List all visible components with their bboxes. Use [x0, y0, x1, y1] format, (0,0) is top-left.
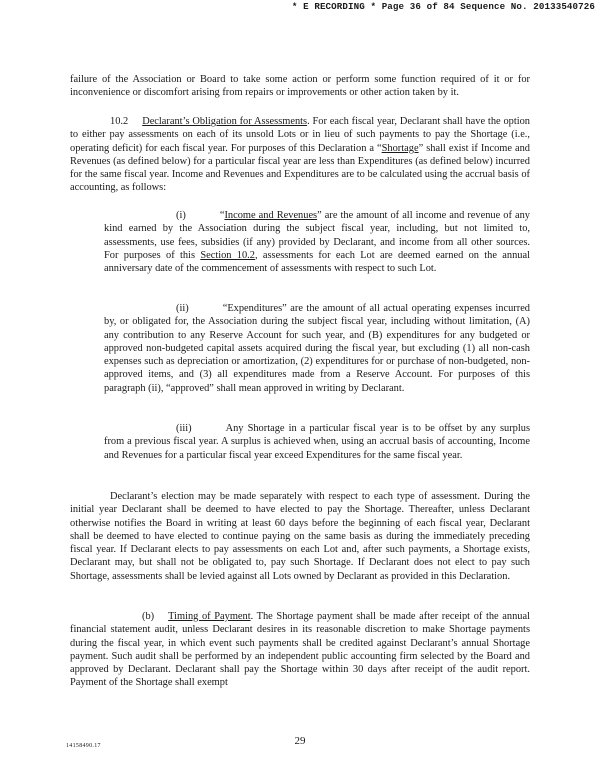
item-iii-paragraph — [104, 422, 530, 462]
item-ii-text: “Expenditures” are the amount of all actual operating expenses incurred by, or obligated for, the Association during the subject fiscal year, including without limitation, (A) any contribution to any Reserve Account for such year, and (B) expenditures for any budgeted or approved non-budgeted capital assets acquired during the fiscal year, but excluding (1) all non-cash expenses such as depreciation or amortization, (2) expenditures for or purchase of non-budgeted, non-approved items, and (3) all expenditures made from a Reserve Account. For purposes of this paragraph (ii), “approved” shall mean approved in writing by Declarant. — [104, 303, 530, 394]
item-i-term: Income and Revenues — [224, 210, 318, 221]
document-code: 14158490.17 — [66, 743, 101, 749]
section-10-2-paragraph — [70, 115, 530, 195]
section-text-a: . For each fiscal year, Declarant shall have the option to either pay assessments on each of its unsold Lots or in lieu of such payments to pay the Shortage (i.e., operating deficit) for each fiscal year. For purposes of this Declaration a “ — [70, 116, 531, 154]
item-iii-label: (iii) — [176, 423, 192, 434]
item-b-label: (b) — [142, 611, 155, 622]
election-text: Declarant’s election may be made separately with respect to each type of assessment. During the initial year Declarant shall be deemed to have elected to pay the Shortage. Thereafter, unless Declarant otherwise notifies the Board in writing at least 60 days before the beginning of each fiscal year, Declarant shall be deemed to have elected to continue paying on the same basis as during the immediately preceding fiscal year. If Declarant elects to pay assessments on each Lot and, after such payments, a Shortage exists, Declarant may, but shall not be obligated to, pay such Shortage. If Declarant does not elect to pay such Shortage, assessments shall be levied against all Lots owned by Declarant as provided in this Declaration. — [70, 491, 530, 582]
item-i-label: (i) — [176, 210, 186, 221]
shortage-term: Shortage — [381, 142, 419, 154]
item-b-heading: Timing of Payment — [168, 611, 251, 622]
carryover-paragraph — [70, 73, 530, 100]
item-ii-label: (ii) — [176, 303, 189, 314]
item-ii-paragraph — [104, 302, 530, 395]
item-i-open-quote: “ — [219, 210, 225, 221]
section-number: 10.2 — [110, 116, 129, 127]
carryover-text: failure of the Association or Board to take some action or perform some function required of it or for inconvenience or discomfort arising from repairs or improvements or other action taken by it. — [70, 74, 530, 99]
item-i-paragraph — [104, 209, 530, 275]
item-i-text-a: ” are the amount of all income and revenue of any kind earned by the Association during the subject fiscal year, including, but not limited to, assessments, use fees, subsidies (if any) provided by Declarant, and income from all other sources. For purposes of this — [104, 210, 530, 261]
item-b-text: . The Shortage payment shall be made after receipt of the annual financial statement audit, unless Declarant desires in its reasonable discretion to make Shortage payments during the fiscal year, in which event such payments shall be credited against Declarant’s annual Shortage payment. Such audit shall be performed by an independent public accounting firm selected by the Board and approved by Declarant. Declarant shall pay the Shortage within 30 days after receipt of the audit report. Payment of the Shortage shall exempt — [70, 611, 530, 689]
item-iii-text: Any Shortage in a particular fiscal year is to be offset by any surplus from a previous fiscal year. A surplus is achieved when, using an accrual basis of accounting, Income and Revenues for a particular fiscal year exceed Expenditures for the same fiscal year. — [104, 423, 530, 461]
page-number: 29 — [294, 735, 306, 747]
recording-stamp-header: * E RECORDING * Page 36 of 84 Sequence No. 20133540726 — [291, 1, 595, 12]
section-reference: Section 10.2 — [200, 249, 255, 261]
election-paragraph — [70, 490, 530, 583]
section-heading: Declarant’s Obligation for Assessments — [142, 116, 308, 127]
item-i-text-b: , assessments for each Lot are deemed earned on the annual anniversary date of the commencement of assessments with respect to such Lot. — [104, 249, 530, 275]
item-b-paragraph — [70, 610, 530, 690]
section-text-b: ” shall exist if Income and Revenues (as defined below) for a particular fiscal year are less than Expenditures (as defined below) incurred for the same fiscal year. Income and Revenues and Expenditures are to be calculated using the accrual basis of accounting, as follows: — [70, 142, 530, 194]
